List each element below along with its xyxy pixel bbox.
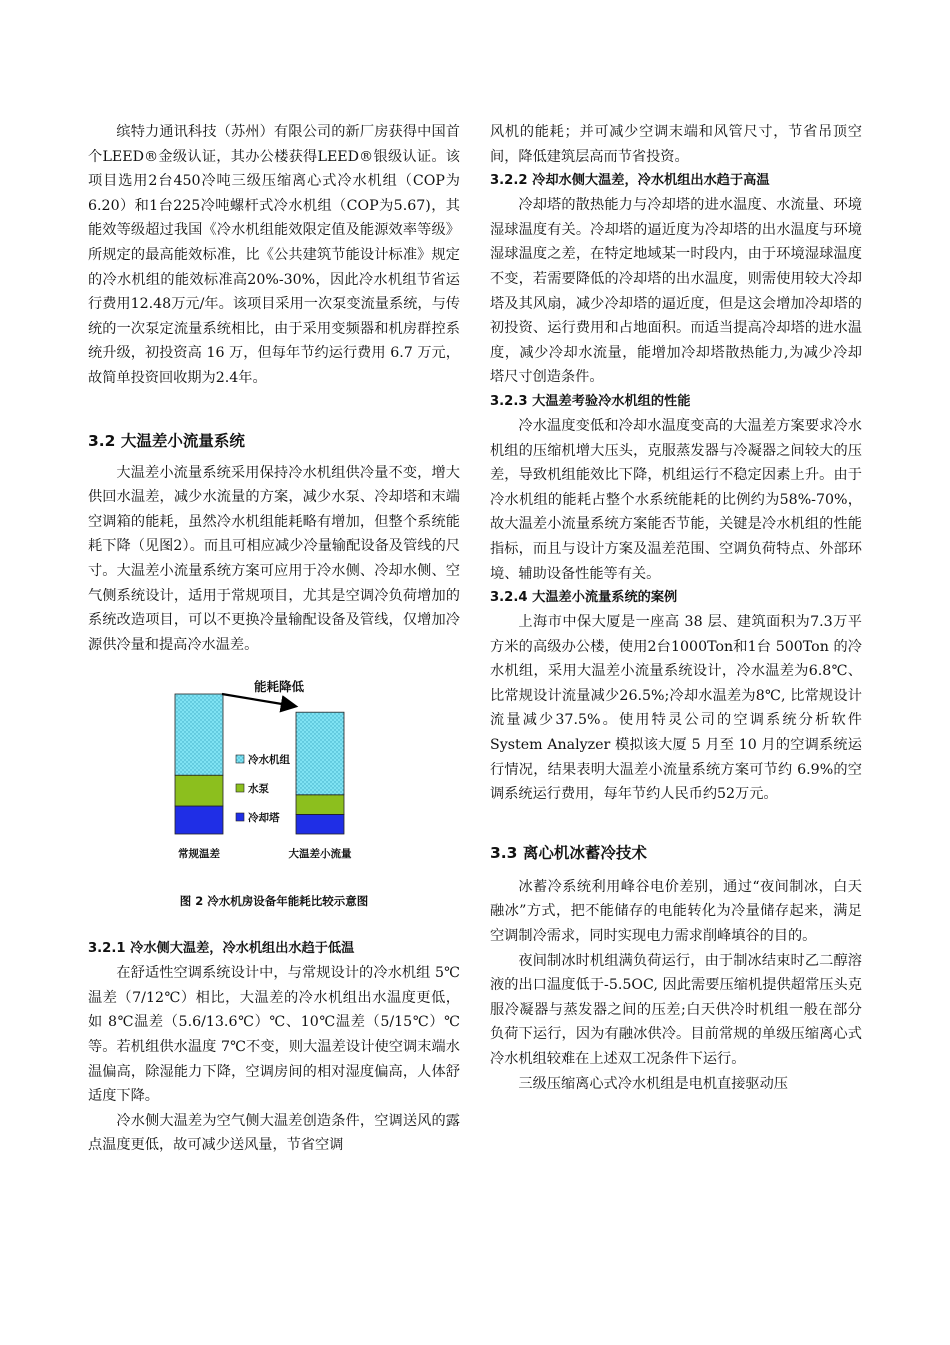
section-heading-3-3: 3.3 离心机冰蓄冷技术	[490, 843, 647, 862]
legend-label: 冷水机组	[248, 754, 290, 767]
bar-1-冷却塔	[296, 815, 344, 835]
category-label: 常规温差	[178, 848, 220, 861]
paragraph-3-3a: 冰蓄冷系统利用峰谷电价差别，通过“夜间制冰，白天融冰”方式，把不能储存的电能转化为冷量储存起来，满足空调制冷需求，同时实现电力需求削峰填谷的目的。	[490, 878, 862, 945]
reduction-arrow	[222, 694, 294, 706]
bar-0-水泵	[175, 775, 223, 806]
legend-swatch	[236, 784, 244, 792]
figure-caption: 图 2 冷水机房设备年能耗比较示意图	[179, 894, 369, 909]
bar-1-冷水机组	[296, 712, 344, 795]
section-heading-3-2-2: 3.2.2 冷却水侧大温差，冷水机组出水趋于高温	[490, 173, 770, 189]
figure-2	[88, 679, 460, 879]
legend-swatch	[236, 813, 244, 821]
paragraph-3-2-4: 上海市中保大厦是一座高 38 层、建筑面积为7.3万平方米的高级办公楼，使用2台1000Ton和1台 500Ton 的冷水机组，采用大温差小流量系统设计，冷水温差为6.8℃、比常规设计流量减少26.5%;冷却水温差为8℃, 比常规设计流量减少37.5%。使用特灵公司的空调系统分析软件 System Analyzer 模拟该大厦 5 月至 10 月的空调系统运行情况，结果表明大温差小流量系统方案可节约 6.9%的空调系统运行费用，每年节约人民币约52万元。	[490, 614, 862, 803]
bar-0-冷却塔	[175, 806, 223, 834]
paragraph-3-2-1b: 冷水侧大温差为空气侧大温差创造条件，空调送风的露点温度更低，故可减少送风量，节省空调	[88, 1112, 460, 1154]
legend-swatch	[236, 755, 244, 763]
chart-title: 能耗降低	[254, 679, 305, 695]
paragraph-3-2: 大温差小流量系统采用保持冷水机组供冷量不变，增大供回水温差，减少水流量的方案，减少水泵、冷却塔和末端空调箱的能耗，虽然冷水机组能耗略有增加，但整个系统能耗下降（见图2）。而且可相应减少冷量输配设备及管线的尺寸。大温差小流量系统方案可应用于冷水侧、冷却水侧、空气侧系统设计，适用于常规项目，尤其是空调冷负荷增加的系统改造项目，可以不更换冷量输配设备及管线，仅增加冷源供冷量和提高冷水温差。	[88, 464, 460, 653]
energy-chart	[88, 679, 460, 879]
right-column	[490, 120, 862, 1096]
paragraph-3-3c: 三级压缩离心式冷水机组是电机直接驱动压	[518, 1075, 788, 1092]
paragraph-3-2-1a: 在舒适性空调系统设计中，与常规设计的冷水机组 5℃温差（7/12℃）相比，大温差的冷水机组出水温度更低，如 8℃温差（5.6/13.6℃）℃、10℃温差（5/15℃）℃等。若机组供水温度 7℃不变，则大温差设计使空调末端水温偏高，除湿能力下降，空调房间的相对湿度偏高，人体舒适度下降。	[88, 965, 460, 1105]
category-label: 大温差小流量	[288, 848, 352, 861]
bar-1-水泵	[296, 795, 344, 815]
paragraph-3-3b: 夜间制冰时机组满负荷运行，由于制冰结束时乙二醇溶液的出口温度低于-5.5OC, 因此需要压缩机提供超常压头克服冷凝器与蒸发器之间的压差;白天供冷时机组一般在部分负荷下运行，因为有融冰供冷。目前常规的单级压缩离心式冷水机组较难在上述双工况条件下运行。	[490, 952, 862, 1067]
paragraph-intro: 缤特力通讯科技（苏州）有限公司的新厂房获得中国首个LEED®金级认证，其办公楼获得LEED®银级认证。该项目选用2台450冷吨三级压缩离心式冷水机组（COP为6.20）和1台225冷吨螺杆式冷水机组（COP为5.67)，其能效等级超过我国《冷水机组能效限定值及能源效率等级》所规定的最高能效标准，比《公共建筑节能设计标准》规定的冷水机组的能效标准高20%-30%，因此冷水机组节省运行费用12.48万元/年。该项目采用一次泵变流量系统，与传统的一次泵定流量系统相比，由于采用变频器和机房群控系统升级，初投资高 16 万，但每年节约运行费用 6.7 万元，故简单投资回收期为2.4年。	[88, 124, 460, 386]
section-heading-3-2-3: 3.2.3 大温差考验冷水机组的性能	[490, 393, 691, 409]
paragraph-3-2-2: 冷却塔的散热能力与冷却塔的进水温度、水流量、环境湿球温度有关。冷却塔的逼近度为冷却塔的出水温度与环境湿球温度之差，在特定地域某一时段内，由于环境湿球温度不变，若需要降低的冷却塔的出水温度，则需使用较大冷却塔及其风扇，减少冷却塔的逼近度，但是这会增加冷却塔的初投资、运行费用和占地面积。而适当提高冷却塔的进水温度，减少冷却水流量，能增加冷却塔散热能力,为减少冷却塔尺寸创造条件。	[490, 197, 862, 386]
left-column	[88, 120, 460, 1158]
bar-0-冷水机组	[175, 694, 223, 775]
section-heading-3-2: 3.2 大温差小流量系统	[88, 431, 245, 450]
paragraph-continued: 风机的能耗；并可减少空调末端和风管尺寸，节省吊顶空间，降低建筑层高而节省投资。	[490, 124, 862, 165]
legend-label: 水泵	[248, 783, 269, 796]
legend-label: 冷却塔	[248, 812, 280, 825]
section-heading-3-2-4: 3.2.4 大温差小流量系统的案例	[490, 590, 678, 606]
section-heading-3-2-1: 3.2.1 冷水侧大温差，冷水机组出水趋于低温	[88, 941, 355, 957]
paragraph-3-2-3: 冷水温度变低和冷却水温度变高的大温差方案要求冷水机组的压缩机增大压头，克服蒸发器与冷凝器之间较大的压差，导致机组能效比下降，机组运行不稳定因素上升。由于冷水机组的能耗占整个水系统能耗的比例约为58%-70%，故大温差小流量系统方案能否节能，关键是冷水机组的性能指标，而且与设计方案及温差范围、空调负荷特点、外部环境、辅助设备性能等有关。	[490, 417, 862, 582]
